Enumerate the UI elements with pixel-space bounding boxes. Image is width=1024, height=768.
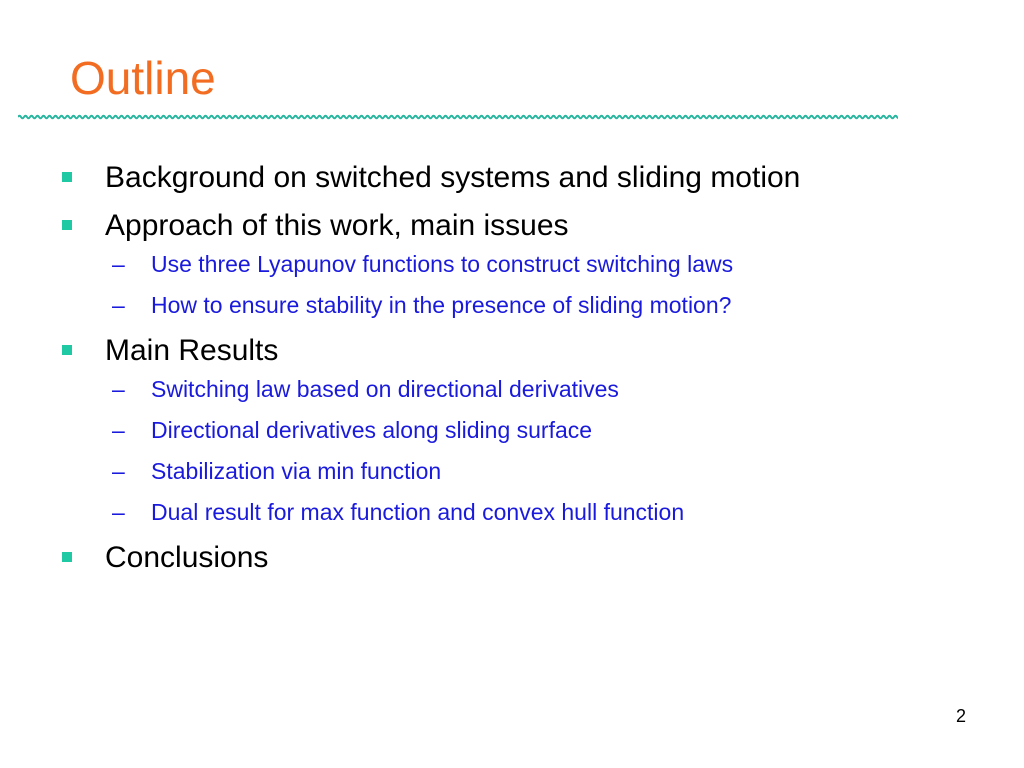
outline-subitem bbox=[62, 291, 982, 319]
outline-item-text: Main Results bbox=[105, 334, 279, 367]
outline-subitem bbox=[62, 416, 982, 444]
outline-subitem-text: Directional derivatives along sliding surface bbox=[151, 417, 593, 443]
square-bullet-icon bbox=[62, 172, 72, 182]
dash-bullet-icon: – bbox=[112, 417, 125, 443]
dash-bullet-icon: – bbox=[112, 376, 125, 402]
slide-title: Outline bbox=[70, 52, 216, 104]
dash-bullet-icon: – bbox=[112, 458, 125, 484]
outline-item bbox=[62, 540, 982, 576]
outline-list bbox=[62, 160, 982, 588]
outline-item-text: Conclusions bbox=[105, 541, 269, 574]
dash-bullet-icon: – bbox=[112, 499, 125, 525]
title-divider bbox=[18, 112, 898, 122]
square-bullet-icon bbox=[62, 220, 72, 230]
outline-item bbox=[62, 333, 982, 369]
outline-subitem bbox=[62, 498, 982, 526]
outline-sublist bbox=[62, 375, 982, 526]
outline-item bbox=[62, 208, 982, 244]
square-bullet-icon bbox=[62, 345, 72, 355]
outline-item bbox=[62, 160, 982, 196]
outline-item-text: Approach of this work, main issues bbox=[105, 209, 569, 242]
outline-subitem bbox=[62, 457, 982, 485]
outline-subitem bbox=[62, 250, 982, 278]
dash-bullet-icon: – bbox=[112, 292, 125, 318]
outline-subitem-text: Switching law based on directional derivatives bbox=[151, 376, 619, 402]
dash-bullet-icon: – bbox=[112, 251, 125, 277]
outline-item-text: Background on switched systems and sliding motion bbox=[105, 161, 801, 194]
outline-sublist bbox=[62, 250, 982, 319]
outline-subitem-text: Use three Lyapunov functions to construct switching laws bbox=[151, 251, 734, 277]
page-number: 2 bbox=[955, 706, 966, 726]
outline-subitem bbox=[62, 375, 982, 403]
square-bullet-icon bbox=[62, 552, 72, 562]
wavy-divider-graphic bbox=[18, 112, 898, 122]
outline-subitem-text: Dual result for max function and convex hull function bbox=[151, 499, 685, 525]
outline-subitem-text: Stabilization via min function bbox=[151, 458, 442, 484]
outline-subitem-text: How to ensure stability in the presence of sliding motion? bbox=[151, 292, 732, 318]
